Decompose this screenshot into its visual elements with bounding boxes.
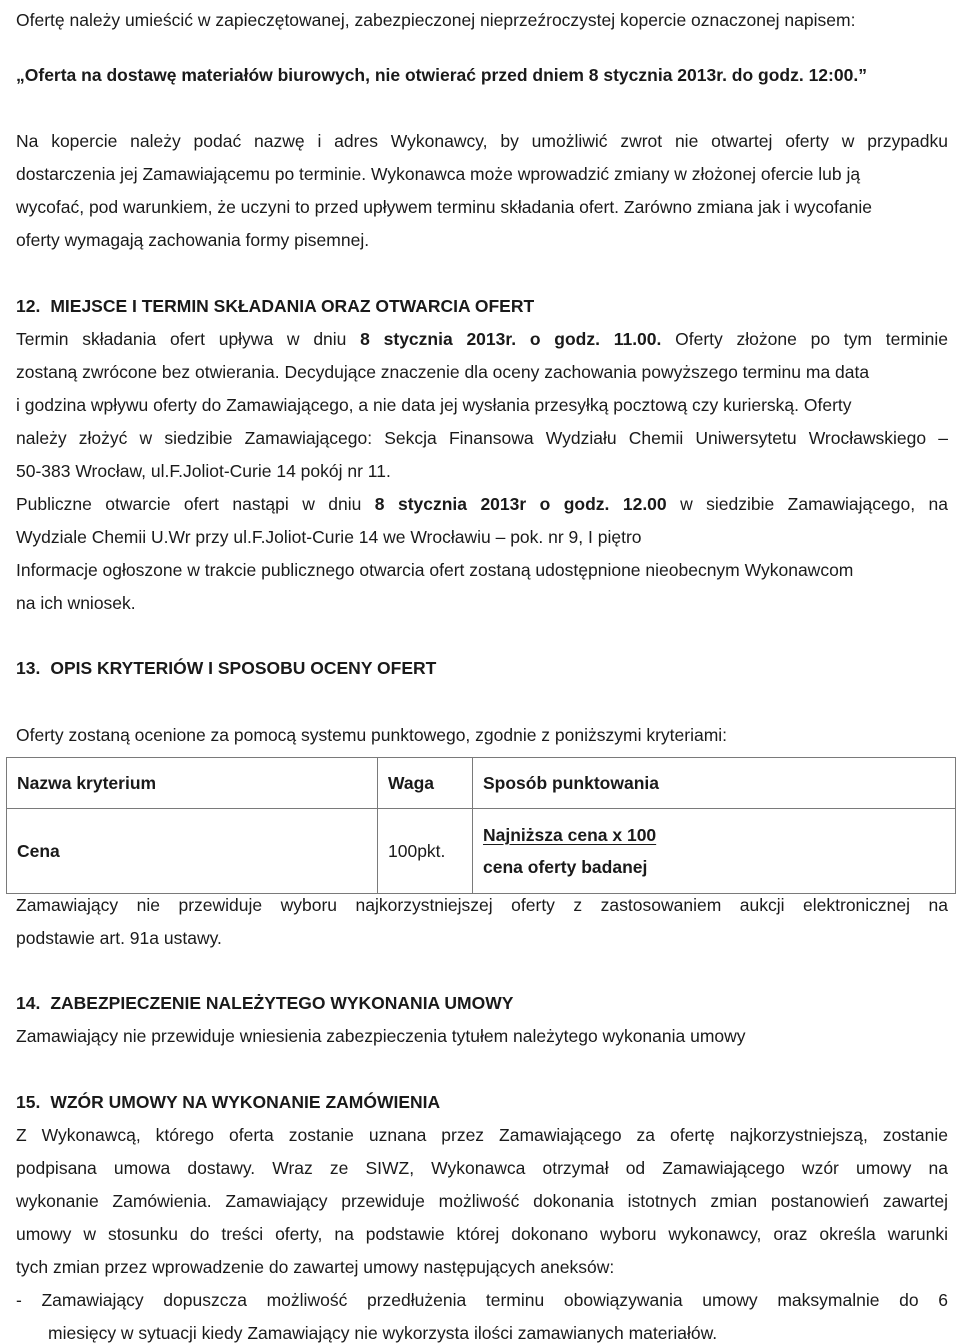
criteria-name-cell: Cena bbox=[7, 809, 378, 894]
section-14-number: 14. bbox=[16, 993, 41, 1013]
section-13-number: 13. bbox=[16, 658, 41, 678]
s12-l1-part-a: Termin składania ofert upływa w dniu bbox=[16, 329, 361, 349]
intro-line-1: Ofertę należy umieścić w zapieczętowanej, zabezpieczonej nieprzeźroczystej kopercie oznaczonej napisem: bbox=[16, 10, 856, 30]
section-13-title: OPIS KRYTERIÓW I SPOSOBU OCENY OFERT bbox=[50, 658, 437, 678]
section-13-heading bbox=[16, 657, 436, 679]
s12-l6-part-c: w siedzibie Zamawiającego, na bbox=[666, 494, 948, 514]
s12-l6-opening: 8 stycznia 2013r o godz. 12.00 bbox=[374, 494, 667, 514]
section-15-title: WZÓR UMOWY NA WYKONANIE ZAMÓWIENIA bbox=[50, 1092, 441, 1112]
section-15-line-3: wykonanie Zamówienia. Zamawiający przewiduje możliwość dokonania istotnych zmian postanowień zawartej bbox=[16, 1191, 948, 1211]
table-row bbox=[7, 809, 956, 894]
section-12-number: 12. bbox=[16, 296, 41, 316]
s12-l6-part-a: Publiczne otwarcie ofert nastąpi w dniu bbox=[16, 494, 375, 514]
criteria-method-cell bbox=[473, 809, 956, 894]
formula-denominator: cena oferty badanej bbox=[483, 857, 648, 877]
section-12-line-9: na ich wniosek. bbox=[16, 593, 136, 613]
intro-line-6: oferty wymagają zachowania formy pisemnej. bbox=[16, 230, 370, 250]
section-13-after-2: podstawie art. 91a ustawy. bbox=[16, 928, 222, 948]
criteria-header-name: Nazwa kryterium bbox=[7, 758, 378, 809]
section-15-bullet-1-cont: miesięcy w sytuacji kiedy Zamawiający nie wykorzysta ilości zamawianych materiałów. bbox=[48, 1323, 718, 1343]
intro-envelope-label: „Oferta na dostawę materiałów biurowych, nie otwierać przed dniem 8 stycznia 2013r. do godz. 12:00.” bbox=[16, 65, 867, 85]
s12-l1-deadline: 8 stycznia 2013r. o godz. 11.00. bbox=[360, 329, 662, 349]
section-15-line-4: umowy w stosunku do treści oferty, na podstawie której dokonano wyboru wykonawcy, oraz określa warunki bbox=[16, 1224, 948, 1244]
section-15-heading bbox=[16, 1091, 440, 1113]
section-15-line-5: tych zmian przez wprowadzenie do zawartej umowy następujących aneksów: bbox=[16, 1257, 615, 1277]
section-12-line-3: i godzina wpływu oferty do Zamawiającego, a nie data jej wysłania przesyłką pocztową czy kurierską. Oferty bbox=[16, 395, 852, 415]
criteria-header-method: Sposób punktowania bbox=[473, 758, 956, 809]
scoring-formula bbox=[483, 819, 656, 883]
section-12-title: MIEJSCE I TERMIN SKŁADANIA ORAZ OTWARCIA OFERT bbox=[50, 296, 535, 316]
intro-line-4: dostarczenia jej Zamawiającemu po terminie. Wykonawca może wprowadzić zmiany w złożonej ofercie lub ją bbox=[16, 164, 861, 184]
section-15-bullet-1: - Zamawiający dopuszcza możliwość przedłużenia terminu obowiązywania umowy maksymalnie do 6 bbox=[16, 1290, 948, 1310]
s12-l1-part-c: Oferty złożone po tym terminie bbox=[661, 329, 948, 349]
section-12-line-6 bbox=[16, 493, 948, 515]
section-13-intro: Oferty zostaną ocenione za pomocą systemu punktowego, zgodnie z poniższymi kryteriami: bbox=[16, 725, 728, 745]
section-12-line-4: należy złożyć w siedzibie Zamawiającego: Sekcja Finansowa Wydziału Chemii Uniwersytetu Wrocławskiego – bbox=[16, 428, 948, 448]
intro-line-5: wycofać, pod warunkiem, że uczyni to przed upływem terminu składania ofert. Zarówno zmiana jak i wycofanie bbox=[16, 197, 872, 217]
criteria-table bbox=[6, 757, 956, 894]
section-12-line-2: zostaną zwrócone bez otwierania. Decydujące znaczenie dla oceny zachowania powyższego terminu ma data bbox=[16, 362, 870, 382]
section-14-title: ZABEZPIECZENIE NALEŻYTEGO WYKONANIA UMOWY bbox=[50, 993, 514, 1013]
section-12-line-1 bbox=[16, 328, 948, 350]
criteria-header-weight: Waga bbox=[378, 758, 473, 809]
section-15-number: 15. bbox=[16, 1092, 41, 1112]
section-15-line-1: Z Wykonawcą, którego oferta zostanie uznana przez Zamawiającego za ofertę najkorzystniejszą, zostanie bbox=[16, 1125, 948, 1145]
criteria-table-header bbox=[7, 758, 956, 809]
section-12-line-5: 50-383 Wrocław, ul.F.Joliot-Curie 14 pokój nr 11. bbox=[16, 461, 391, 481]
section-12-line-7: Wydziale Chemii U.Wr przy ul.F.Joliot-Curie 14 we Wrocławiu – pok. nr 9, I piętro bbox=[16, 527, 642, 547]
section-14-heading bbox=[16, 992, 513, 1014]
section-15-line-2: podpisana umowa dostawy. Wraz ze SIWZ, Wykonawca otrzymał od Zamawiającego wzór umowy na bbox=[16, 1158, 948, 1178]
section-13-after-1: Zamawiający nie przewiduje wyboru najkorzystniejszej oferty z zastosowaniem aukcji elektronicznej na bbox=[16, 895, 948, 915]
formula-numerator: Najniższa cena x 100 bbox=[483, 825, 657, 845]
intro-line-3: Na kopercie należy podać nazwę i adres Wykonawcy, by umożliwić zwrot nie otwartej oferty w przypadku bbox=[16, 131, 948, 151]
section-12-line-8: Informacje ogłoszone w trakcie publicznego otwarcia ofert zostaną udostępnione nieobecnym Wykonawcom bbox=[16, 560, 854, 580]
section-12-heading bbox=[16, 295, 534, 317]
section-14-line-1: Zamawiający nie przewiduje wniesienia zabezpieczenia tytułem należytego wykonania umowy bbox=[16, 1026, 746, 1046]
criteria-weight-cell: 100pkt. bbox=[378, 809, 473, 894]
